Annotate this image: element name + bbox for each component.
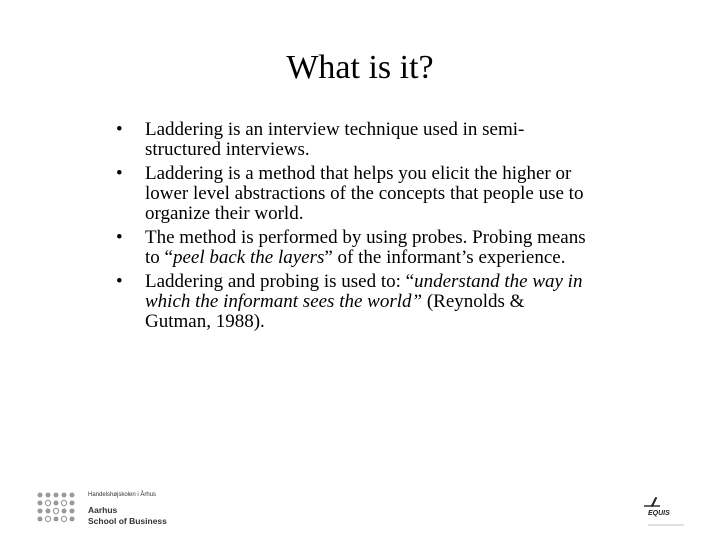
slide-title: What is it? [286,49,434,86]
bullet-text: ” of the informant’s experience. [324,247,566,268]
bullet-text-italic: understand the way in which the informant sees the world” [145,271,583,312]
equis-label: EQUIS [648,510,670,517]
logo-line-school: School of Business [88,516,167,526]
bullet-text: (Reynolds & Gutman, 1988). [145,291,525,332]
bullet-dot-icon: • [116,271,123,292]
bullet-text: Laddering is a method that helps you elicit the higher or lower level abstractions of the concepts that people use to organize their world. [145,163,584,224]
school-logo [36,491,186,527]
dot-grid-icon [36,491,80,527]
bullet-list [116,120,586,336]
bullet-dot-icon: • [116,227,123,248]
logo-small-text: Handelshøjskolen i Århus [88,492,157,498]
bullet-text-italic: peel back the layers [172,247,325,268]
bullet-item-3 [116,228,586,268]
bullet-item-4 [116,272,586,332]
bullet-item-1 [116,120,586,160]
bullet-text: The method is performed by using probes. Probing means to “ [145,227,586,268]
bullet-dot-icon: • [116,163,123,184]
bullet-item-2 [116,164,586,224]
bullet-dot-icon: • [116,119,123,140]
bullet-text: Laddering is an interview technique used in semi-structured interviews. [145,119,525,160]
bullet-text: Laddering and probing is used to: “ [145,271,415,292]
equis-logo [640,494,690,528]
logo-line-aarhus: Aarhus [88,505,118,515]
